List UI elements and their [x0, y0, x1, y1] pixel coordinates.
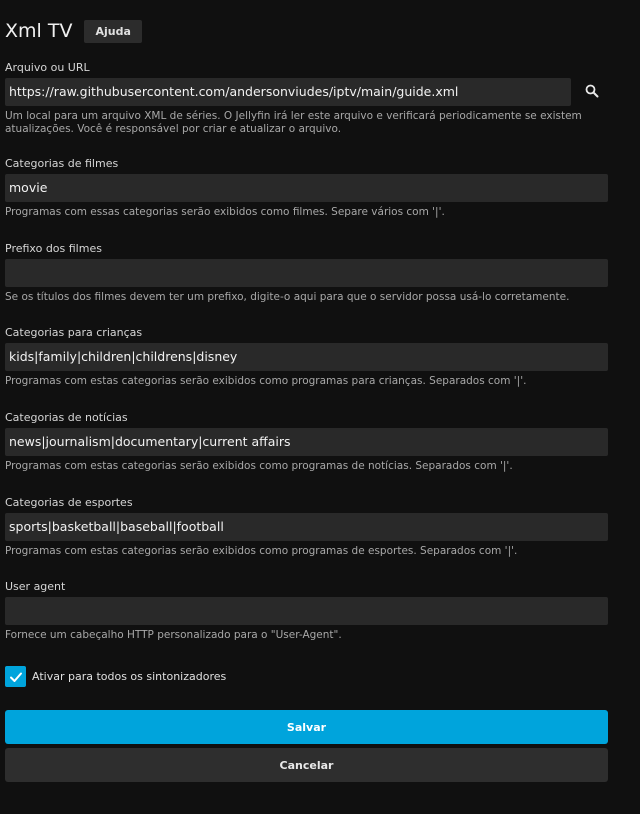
news-categories-input[interactable]: news|journalism|documentary|current affairs: [5, 428, 608, 456]
enable-all-tuners-label: Ativar para todos os sintonizadores: [32, 670, 227, 683]
url-input[interactable]: https://raw.githubusercontent.com/andersonviudes/iptv/main/guide.xml: [5, 78, 571, 106]
movie-categories-description: Programas com essas categorias serão exibidos como filmes. Separe vários com '|'.: [5, 206, 445, 218]
kids-categories-description: Programas com estas categorias serão exibidos como programas para crianças. Separados com '|'.: [5, 375, 527, 387]
movie-categories-input[interactable]: movie: [5, 174, 608, 202]
news-categories-group: [5, 410, 608, 473]
user-agent-group: [5, 579, 608, 642]
movie-prefix-label: Prefixo dos filmes: [5, 242, 102, 255]
save-button[interactable]: Salvar: [5, 710, 608, 744]
user-agent-label: User agent: [5, 580, 66, 593]
kids-categories-input[interactable]: kids|family|children|childrens|disney: [5, 343, 608, 371]
news-categories-label: Categorias de notícias: [5, 411, 128, 424]
kids-categories-group: [5, 325, 608, 388]
movie-prefix-group: [5, 241, 608, 304]
movie-prefix-input[interactable]: [5, 259, 608, 287]
sports-categories-input[interactable]: sports|basketball|baseball|football: [5, 513, 608, 541]
movie-categories-group: [5, 156, 608, 219]
kids-categories-label: Categorias para crianças: [5, 326, 143, 339]
sports-categories-group: [5, 495, 608, 558]
url-label: Arquivo ou URL: [5, 61, 90, 74]
movie-categories-label: Categorias de filmes: [5, 157, 119, 170]
page-header: [5, 18, 142, 44]
movie-prefix-description: Se os títulos dos filmes devem ter um prefixo, digite-o aqui para que o servidor possa usá-lo corretamente.: [5, 291, 570, 303]
page-title: Xml TV: [5, 20, 73, 42]
sports-categories-description: Programas com estas categorias serão exibidos como programas de esportes. Separados com '|'.: [5, 545, 518, 557]
checkmark-icon: [9, 670, 23, 684]
search-icon[interactable]: [580, 79, 604, 103]
enable-all-tuners-checkbox[interactable]: [5, 666, 26, 687]
user-agent-description: Fornece um cabeçalho HTTP personalizado para o "User-Agent".: [5, 629, 342, 641]
news-categories-description: Programas com estas categorias serão exibidos como programas de notícias. Separados com '|'.: [5, 460, 513, 472]
enable-all-tuners-row: [5, 666, 226, 687]
help-button[interactable]: Ajuda: [84, 20, 141, 43]
cancel-button[interactable]: Cancelar: [5, 748, 608, 782]
url-field-group: [5, 60, 608, 136]
user-agent-input[interactable]: [5, 597, 608, 625]
sports-categories-label: Categorias de esportes: [5, 496, 133, 509]
url-description: Um local para um arquivo XML de séries. O Jellyfin irá ler este arquivo e verificará periodicamente se existem atualizações. Você é responsável por criar e atualizar o arquivo.: [5, 110, 582, 135]
